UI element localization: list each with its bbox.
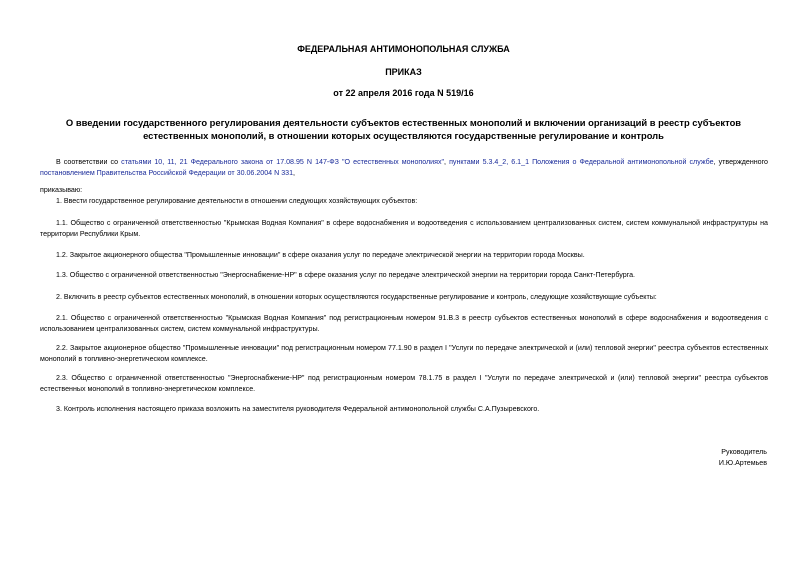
preamble-text-2: , bbox=[444, 158, 450, 166]
paragraph-1: 1. Ввести государственное регулирование деятельности в отношении следующих хозяйствующих субъектов: bbox=[56, 197, 418, 205]
paragraph-3: 3. Контроль исполнения настоящего приказа возложить на заместителя руководителя Федеральной антимонопольной службы С.А.Пузыревского. bbox=[56, 405, 540, 413]
document-date-number: от 22 апреля 2016 года N 519/16 bbox=[333, 88, 474, 98]
signatory-name: И.Ю.Артемьев bbox=[718, 459, 767, 467]
preamble-paragraph bbox=[40, 157, 768, 178]
paragraph-2-1: 2.1. Общество с ограниченной ответственностью "Крымская Водная Компания" под регистрационным номером 91.В.3 в реестр субъектов естественных монополий в сфере водоснабжения и водоотведения с использованием централизованных систем, систем коммунальной инфраструктуры. bbox=[40, 314, 768, 333]
document-type: ПРИКАЗ bbox=[385, 67, 422, 77]
agency-name: ФЕДЕРАЛЬНАЯ АНТИМОНОПОЛЬНАЯ СЛУЖБА bbox=[297, 44, 510, 54]
signatory-position: Руководитель bbox=[721, 448, 767, 456]
document-title: О введении государственного регулирования деятельности субъектов естественных монополий и включении организаций в реестр субъектов естественных монополий, в отношении которых осуществляются государственные регулирование и контроль bbox=[65, 117, 742, 141]
paragraph-1-2: 1.2. Закрытое акционерного общества "Промышленные инновации" в сфере оказания услуг по передаче электрической энергии на территории города Москвы. bbox=[56, 251, 585, 259]
resolution-link[interactable]: постановлением Правительства Российской Федерации от 30.06.2004 N 331 bbox=[40, 168, 294, 177]
paragraph-2-3: 2.3. Общество с ограниченной ответственностью "Энергоснабжение-НР" под регистрационным номером 78.1.75 в раздел I "Услуги по передаче электрической и (или) тепловой энергии" реестра субъектов естественных монополий в топливно-энергетическом комплексе. bbox=[40, 374, 768, 393]
preamble-text-4: , bbox=[293, 168, 296, 177]
paragraph-1-3: 1.3. Общество с ограниченной ответственностью "Энергоснабжение-НР" в сфере оказания услуг по передаче электрической энергии на территории города Санкт-Петербурга. bbox=[56, 271, 636, 279]
preamble-text-3: , утвержденного bbox=[713, 158, 768, 166]
law-link[interactable]: статьями 10, 11, 21 Федерального закона от 17.08.95 N 147-ФЗ "О естественных монополиях" bbox=[121, 158, 445, 166]
paragraph-1-1: 1.1. Общество с ограниченной ответственностью "Крымская Водная Компания" в сфере водоснабжения и водоотведения с использованием централизованных систем, систем коммунальной инфраструктуры на территории Республики Крым. bbox=[40, 219, 768, 238]
order-word: приказываю: bbox=[40, 186, 83, 194]
paragraph-2-2: 2.2. Закрытое акционерное общество "Промышленные инновации" под регистрационным номером 77.1.90 в раздел I "Услуги по передаче электрической и (или) тепловой энергии" реестра субъектов естественных монополий в топливно-энергетическом комплексе. bbox=[40, 344, 768, 363]
preamble-text-1: В соответствии со bbox=[56, 158, 122, 166]
paragraph-2: 2. Включить в реестр субъектов естественных монополий, в отношении которых осуществляются государственные регулирование и контроль, следующие хозяйствующие субъекты: bbox=[56, 293, 657, 301]
regulation-link[interactable]: пунктами 5.3.4_2, 6.1_1 Положения о Федеральной антимонопольной службе bbox=[449, 158, 714, 166]
